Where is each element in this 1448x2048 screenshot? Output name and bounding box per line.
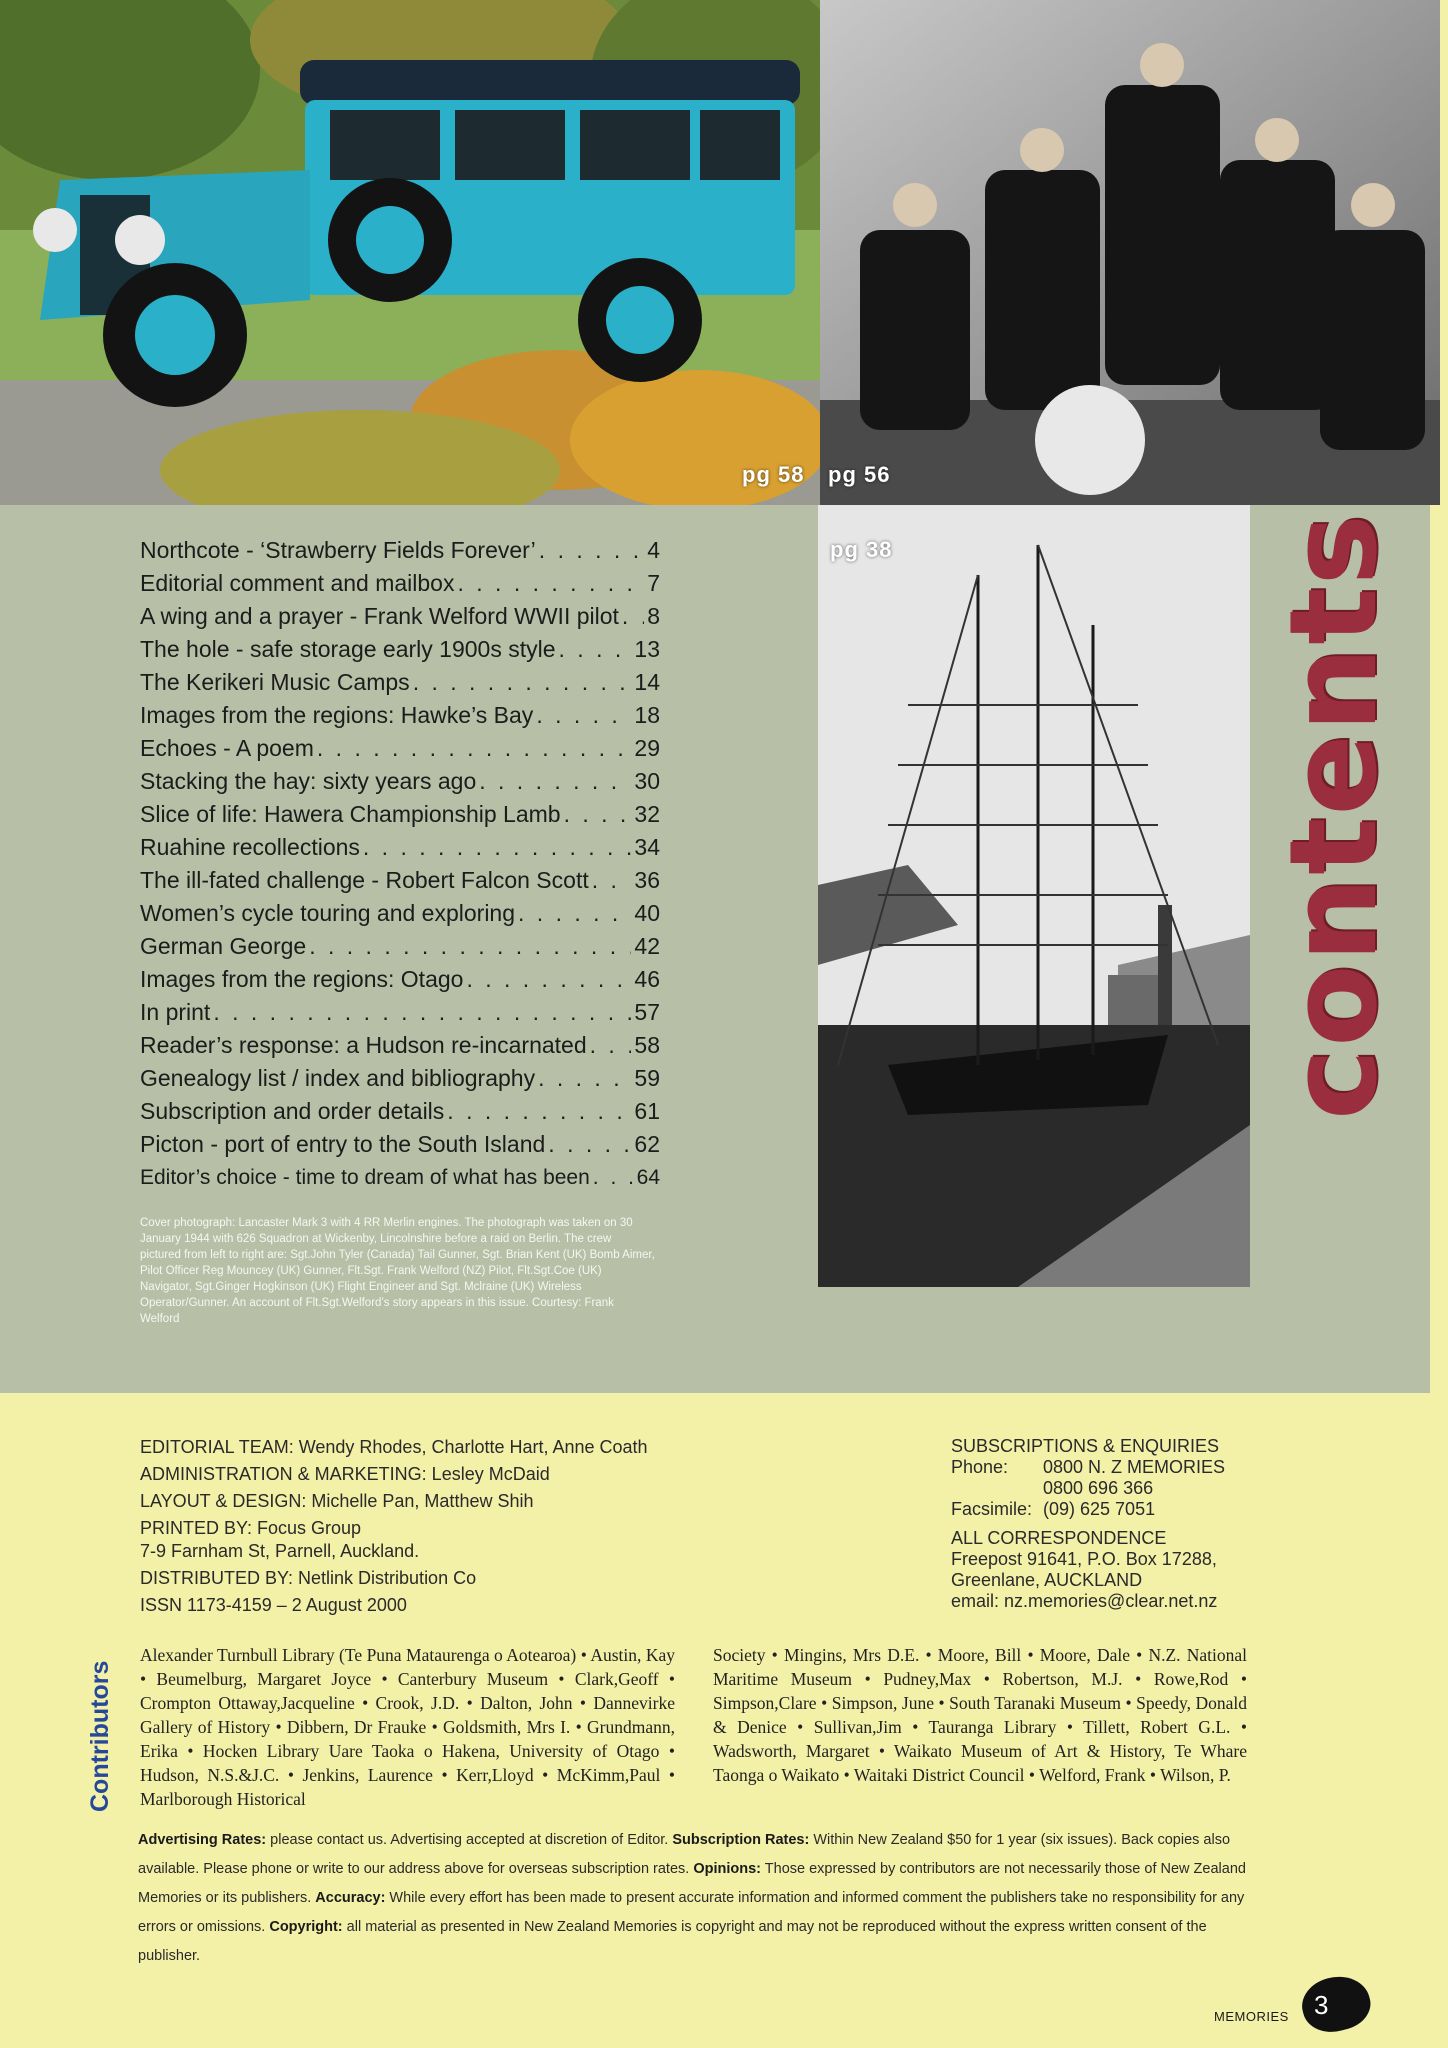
toc-entry-title: The hole - safe storage early 1900s style [140,636,556,662]
car-illustration [0,0,820,505]
toc-entry-page: 8 [647,603,660,629]
toc-entry-page: 59 [634,1065,660,1091]
toc-entry [140,798,660,831]
toc-leader-dots [457,567,644,600]
toc-entry-title: Images from the regions: Otago [140,966,464,992]
toc-leader-dots [309,930,631,963]
accuracy-label: Accuracy: [315,1890,386,1906]
toc-leader-dots [413,666,632,699]
toc-entry-page: 7 [647,570,660,596]
subscription-label: Subscription Rates: [672,1832,810,1848]
toc-entry-page: 29 [634,735,660,761]
toc-entry [140,534,660,567]
toc-entry-page: 14 [634,669,660,695]
toc-leader-dots [466,963,631,996]
contributors-column-1: Alexander Turnbull Library (Te Puna Mataurenga o Aotearoa) • Austin, Kay • Beumelburg, Margaret Joyce • Canterbury Museum • Clark,Geoff • Crompton Ottaway,Jacqueline • Crook, J.D. • Dalton, John • Dannevirke Gallery of History • Dibbern, Dr Frauke • Goldsmith, Mrs I. • Grundmann, Erika • Hocken Library Uare Taoka o Hakena, University of Otago • Hudson, N.S.&J.C. • Jenkins, Laurence • Kerr,Lloyd • McKimm,Paul • Marlborough Historical [140,1645,675,1809]
toc-leader-dots [536,699,631,732]
toc-entry-page: 4 [647,537,660,563]
toc-entry-page: 61 [634,1098,660,1124]
toc-entry-page: 18 [634,702,660,728]
fax-label: Facsimile: [951,1499,1033,1519]
toc-entry [140,1062,660,1095]
toc-entry [140,963,660,996]
toc-leader-dots [564,798,632,831]
phone-number-2: 0800 696 366 [1043,1478,1154,1498]
toc-leader-dots [593,1161,634,1194]
toc-entry [140,666,660,699]
toc-leader-dots [622,600,644,633]
toc-leader-dots [559,633,632,666]
copyright-text: all material as presented in New Zealand Memories is copyright and may not be reproduced without the express written consent of the publisher. [138,1919,1207,1964]
legal-notice [138,1826,1250,1971]
toc-entry [140,996,660,1029]
phone-number-1: 0800 N. Z MEMORIES [1043,1457,1226,1477]
toc-entry-page: 57 [634,999,660,1025]
toc-entry-title: In print [140,999,211,1025]
toc-entry [140,633,660,666]
toc-entry [140,1161,660,1194]
toc-entry-title: Ruahine recollections [140,834,360,860]
page-number-badge [1296,1969,1376,2039]
toc-leader-dots [592,864,632,897]
subscription-text: Within New Zealand $50 for 1 year (six issues). Back copies also available. Please phone or write to our address above for overseas subscription rates. [138,1832,1231,1877]
band-illustration [820,0,1440,505]
subscriptions-heading: SUBSCRIPTIONS & ENQUIRIES [951,1436,1220,1456]
toc-entry-title: The Kerikeri Music Camps [140,669,410,695]
toc-entry-page: 64 [636,1166,660,1189]
toc-entry-title: Editorial comment and mailbox [140,570,455,596]
toc-entry [140,1095,660,1128]
advertising-text: please contact us. Advertising accepted at discretion of Editor. [266,1832,673,1848]
toc-entry [140,1029,660,1062]
toc-entry-title: Editor’s choice - time to dream of what has been [140,1166,590,1189]
printer-address: 7-9 Farnham St, Parnell, Auckland. [140,1541,420,1561]
toc-entry-title: Picton - port of entry to the South Island [140,1131,546,1157]
table-of-contents [140,534,660,1194]
toc-entry [140,567,660,600]
toc-entry-title: Slice of life: Hawera Championship Lamb [140,801,561,827]
toc-entry-title: Northcote - ‘Strawberry Fields Forever’ [140,537,536,563]
toc-entry-title: The ill-fated challenge - Robert Falcon Scott [140,867,589,893]
toc-entry [140,699,660,732]
toc-leader-dots [363,831,632,864]
layout-credit: LAYOUT & DESIGN: Michelle Pan, Matthew Shih [140,1491,534,1511]
contributors-column-2: Society • Mingins, Mrs D.E. • Moore, Bill • Moore, Dale • N.Z. National Maritime Museum • Pudney,Max • Robertson, M.J. • Rowe,Rod • Simpson,Clare • Simpson, June • South Taranaki Museum • Speedy, Donald & Denice • Sullivan,Jim • Tauranga Library • Tillett, Robert G.L. • Wadsworth, Margaret • Waikato Museum of Art & History, Te Whare Taonga o Waikato • Waitaki District Council • Welford, Frank • Wilson, P. [713,1645,1247,1785]
toc-leader-dots [479,765,631,798]
footer-brand: MEMORIES [1214,2009,1289,2024]
toc-entry-title: Stacking the hay: sixty years ago [140,768,477,794]
toc-entry [140,897,660,930]
toc-leader-dots [317,732,632,765]
toc-entry-title: Genealogy list / index and bibliography [140,1065,536,1091]
administration-credit: ADMINISTRATION & MARKETING: Lesley McDaid [140,1464,550,1484]
toc-entry-page: 32 [634,801,660,827]
editorial-team: EDITORIAL TEAM: Wendy Rhodes, Charlotte Hart, Anne Coath [140,1437,648,1457]
accuracy-text: While every effort has been made to present accurate information and informed comment the publishers take no responsibility for any errors or omissions. [138,1890,1245,1935]
distributed-by: DISTRIBUTED BY: Netlink Distribution Co [140,1568,477,1588]
copyright-label: Copyright: [269,1919,343,1935]
toc-entry [140,831,660,864]
toc-entry-title: Images from the regions: Hawke’s Bay [140,702,534,728]
toc-entry [140,864,660,897]
address-line-2: Greenlane, AUCKLAND [951,1570,1143,1590]
toc-leader-dots [518,897,631,930]
toc-leader-dots [213,996,631,1029]
correspondence-heading: ALL CORRESPONDENCE [951,1528,1167,1548]
brass-band-photo [820,0,1440,505]
contributors-heading: Contributors [86,1660,114,1812]
toc-entry-title: Women’s cycle touring and exploring [140,900,516,926]
toc-entry [140,930,660,963]
toc-leader-dots [590,1029,632,1062]
toc-entry-title: Reader’s response: a Hudson re-incarnated [140,1032,587,1058]
page-ref-label: pg 58 [742,462,805,487]
page-number: 3 [1314,1990,1329,2020]
section-title: contents [1265,512,1404,1120]
fax-number: (09) 625 7051 [1043,1499,1156,1519]
cover-caption: Cover photograph: Lancaster Mark 3 with 4 RR Merlin engines. The photograph was taken on 30 January 1944 with 626 Squadron at Wickenby, Lincolnshire before a raid on Berlin. The crew pictured from left to right are: Sgt.John Tyler (Canada) Tail Gunner, Sgt. Brian Kent (UK) Bomb Aimer, Pilot Officer Reg Mouncey (UK) Gunner, Flt.Sgt. Frank Welford (NZ) Pilot, Flt.Sgt.Coe (UK) Navigator, Sgt.Ginger Hogkinson (UK) Flight Engineer and Sgt. Mclraine (UK) Wireless Operator/Gunner. An account of Flt.Sgt.Welford’s story appears in this issue. Courtesy: Frank Welford [140,1217,655,1325]
toc-entry-page: 62 [634,1131,660,1157]
sailing-ship-photo [818,505,1250,1287]
phone-label: Phone: [951,1457,1009,1477]
toc-entry-page: 36 [634,867,660,893]
toc-entry [140,600,660,633]
address-line-1: Freepost 91641, P.O. Box 17288, [951,1549,1217,1569]
toc-entry-page: 30 [634,768,660,794]
ship-illustration [818,505,1250,1287]
issn: ISSN 1173-4159 – 2 August 2000 [140,1595,407,1615]
advertising-label: Advertising Rates: [138,1832,267,1848]
staff-credits [140,1436,720,1617]
toc-entry-title: German George [140,933,307,959]
toc-entry-page: 46 [634,966,660,992]
toc-leader-dots [539,534,644,567]
email-address[interactable]: email: nz.memories@clear.net.nz [951,1591,1218,1611]
toc-entry-page: 42 [634,933,660,959]
toc-entry-title: Echoes - A poem [140,735,314,761]
toc-entry-page: 13 [634,636,660,662]
toc-entry-title: A wing and a prayer - Frank Welford WWII pilot [140,603,619,629]
vintage-car-photo [0,0,820,505]
opinions-text: Those expressed by contributors are not necessarily those of New Zealand Memories or its publishers. [138,1861,1246,1906]
toc-leader-dots [447,1095,631,1128]
toc-entry-page: 34 [634,834,660,860]
page-ref-label: pg 38 [830,537,893,562]
toc-leader-dots [548,1128,631,1161]
toc-leader-dots [538,1062,631,1095]
toc-entry-title: Subscription and order details [140,1098,445,1124]
printed-by: PRINTED BY: Focus Group [140,1518,362,1538]
toc-entry [140,732,660,765]
toc-entry [140,765,660,798]
toc-entry-page: 58 [634,1032,660,1058]
toc-entry [140,1128,660,1161]
opinions-label: Opinions: [693,1861,762,1877]
page-ref-label: pg 56 [828,462,891,487]
toc-entry-page: 40 [634,900,660,926]
subscriptions-block [951,1436,1281,1612]
